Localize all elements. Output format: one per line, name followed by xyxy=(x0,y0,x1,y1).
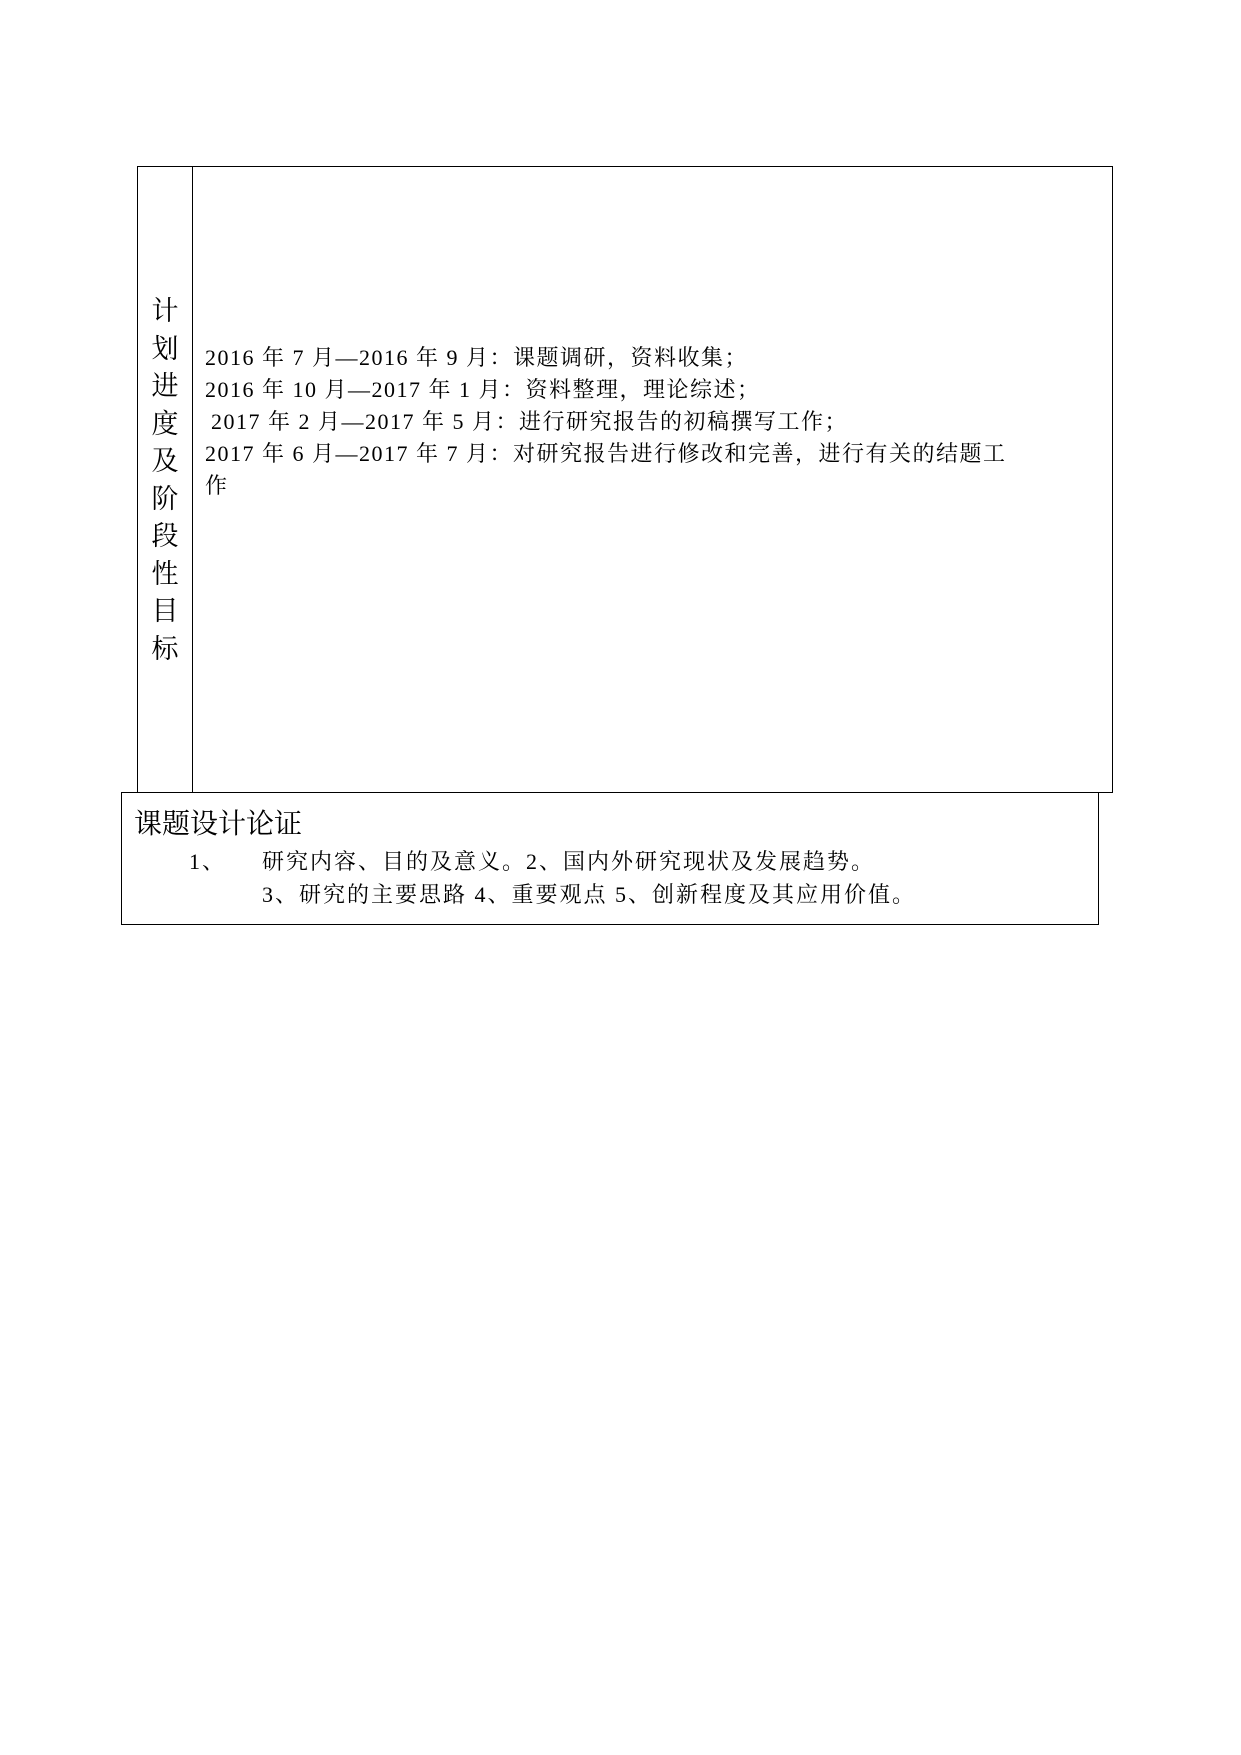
design-section xyxy=(121,792,1099,925)
plan-line: 作 xyxy=(205,473,229,498)
design-line-2: 3、研究的主要思路 4、重要观点 5、创新程度及其应用价值。 xyxy=(262,882,917,907)
plan-line: 2016 年 10 月—2017 年 1 月：资料整理，理论综述； xyxy=(205,377,761,402)
plan-section-label: 计 划 进 度 及 阶 段 性 目 标 xyxy=(151,296,179,665)
plan-table xyxy=(137,166,1113,793)
plan-line: 2017 年 6 月—2017 年 7 月：对研究报告进行修改和完善，进行有关的结题工 xyxy=(205,441,1007,466)
design-item-number: 1、 xyxy=(189,849,227,874)
plan-line: 2017 年 2 月—2017 年 5 月：进行研究报告的初稿撰写工作； xyxy=(211,409,849,434)
plan-label-cell xyxy=(138,167,193,792)
design-section-title: 课题设计论证 xyxy=(134,807,303,840)
plan-line: 2016 年 7 月—2016 年 9 月：课题调研，资料收集； xyxy=(205,345,749,370)
design-line-1: 研究内容、目的及意义。2、国内外研究现状及发展趋势。 xyxy=(262,849,876,874)
plan-content xyxy=(205,342,1105,502)
